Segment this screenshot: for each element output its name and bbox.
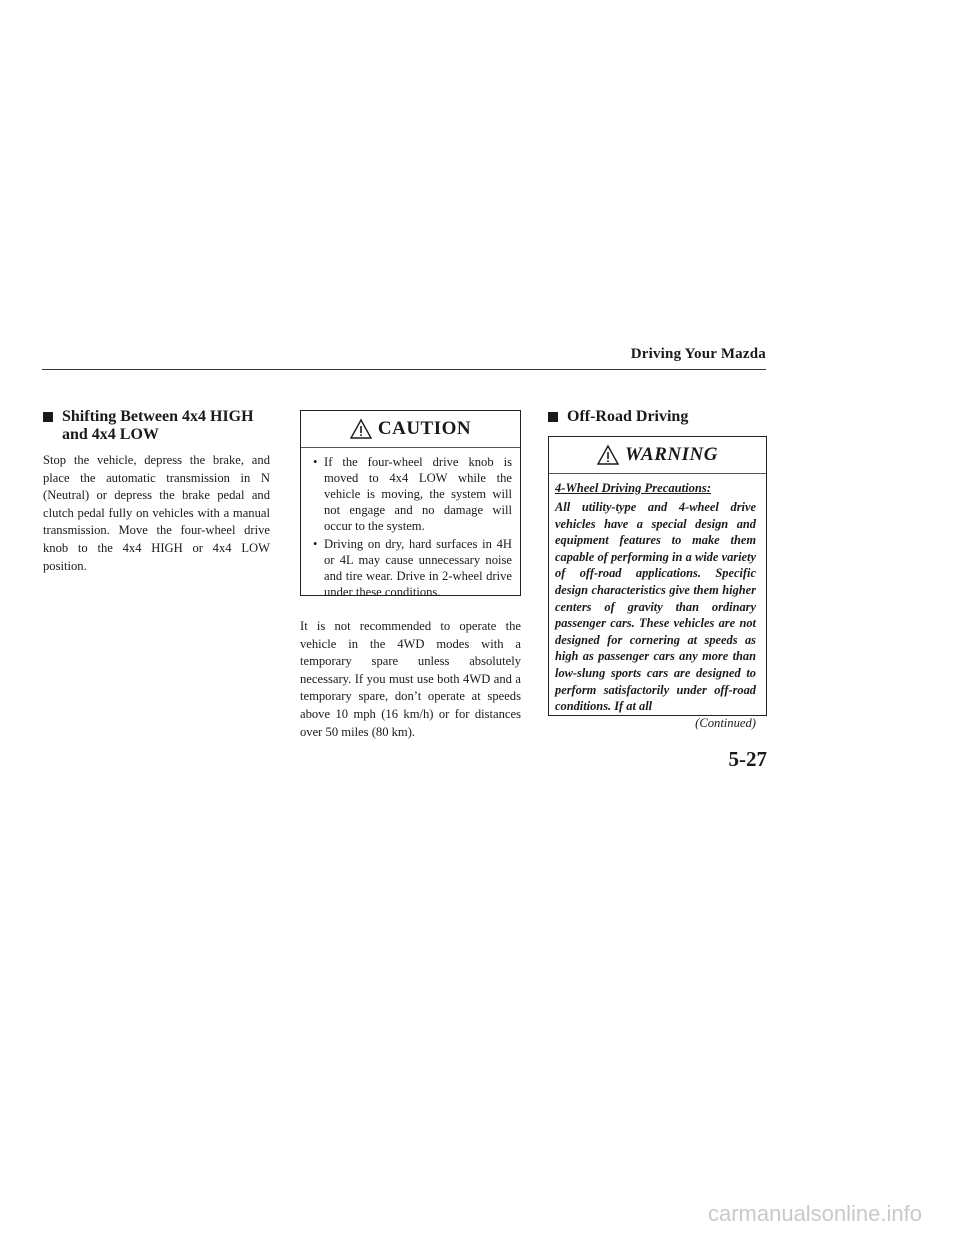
square-bullet-icon	[548, 412, 558, 422]
warning-text: All utility-type and 4-wheel drive vehicles have a special design and equipment features to make them capable of performing in a wide variety of off-road applications. Specific design characteristics give them higher centers of gravity than ordinary passenger cars. These vehicles are not designed for cornering at speeds as high as passenger cars any more than low-slung sports cars are designed to perform satisfactorily under off-road conditions. If at all	[555, 500, 756, 714]
warning-header	[549, 437, 766, 474]
warning-subtitle: 4-Wheel Driving Precautions:	[555, 481, 712, 495]
caution-title: CAUTION	[377, 418, 472, 439]
watermark: carmanualsonline.info	[707, 1201, 922, 1226]
caution-header	[301, 411, 520, 448]
continued-label: (Continued)	[695, 715, 756, 730]
warning-title: WARNING	[625, 444, 718, 465]
page-number: 5-27	[728, 747, 767, 771]
warning-triangle-icon	[597, 444, 619, 466]
caution-item	[309, 454, 512, 534]
left-column	[43, 408, 270, 575]
section-heading-text: Shifting Between 4x4 HIGH and 4x4 LOW	[62, 408, 254, 443]
caution-item-text: If the four-wheel drive knob is moved to 4x4 LOW while the vehicle is moving, the system will not engage and no damage will occur to the system.	[324, 455, 512, 533]
bullet-dot-icon: •	[313, 455, 318, 469]
square-bullet-icon	[43, 412, 53, 422]
header-rule	[42, 369, 766, 370]
spare-tire-body-text: It is not recommended to operate the vehicle in the 4WD modes with a temporary spare unless absolutely necessary. If you must use both 4WD and a temporary spare, don’t operate at speeds above 10 mph (16 km/h) or for distances over 50 miles (80 km).	[300, 619, 521, 739]
section-heading-text: Off-Road Driving	[567, 408, 689, 425]
warning-body	[549, 474, 766, 731]
middle-column	[300, 408, 521, 741]
bullet-dot-icon: •	[313, 537, 318, 551]
section-heading-off-road	[548, 408, 768, 426]
section-heading-shifting	[43, 408, 270, 444]
caution-list	[301, 448, 520, 600]
header-title: Driving Your Mazda	[630, 346, 766, 362]
warning-box	[548, 436, 767, 730]
shifting-body-text: Stop the vehicle, depress the brake, and place the automatic transmission in N (Neutral) or depress the brake pedal and clutch pedal fully on vehicles with a manual transmission. Move the four-wheel drive knob to the 4x4 HIGH or 4x4 LOW position.	[43, 453, 270, 573]
warning-triangle-icon	[350, 418, 372, 440]
caution-item-text: Driving on dry, hard surfaces in 4H or 4L may cause unnecessary noise and tire wear. Drive in 2-wheel drive under these conditions.	[324, 537, 512, 599]
right-column	[548, 408, 768, 730]
caution-item	[309, 536, 512, 600]
caution-box	[300, 410, 521, 599]
